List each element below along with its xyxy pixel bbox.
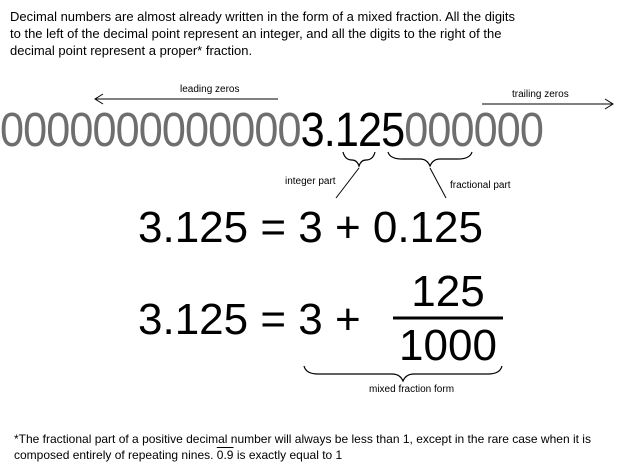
footnote bbox=[14, 431, 614, 463]
trailing-zeros-label: trailing zeros bbox=[512, 89, 569, 100]
fractional-part-label: fractional part bbox=[450, 180, 511, 191]
integer-pointer bbox=[336, 168, 359, 198]
intro-paragraph: Decimal numbers are almost already written in the form of a mixed fraction. All the digits to the left of the decimal point represent an integer, and all the digits to the right of the decimal point represent a proper* fraction. bbox=[10, 9, 516, 58]
fractional-pointer bbox=[430, 168, 446, 198]
fraction-denominator: 1000 bbox=[399, 321, 497, 370]
equation-decimal-sum: 3.125 = 3 + 0.125 bbox=[138, 203, 483, 252]
leading-zeros-label: leading zeros bbox=[180, 84, 240, 95]
decimal-digits-row bbox=[0, 106, 558, 156]
leading-zeros: 0000000000000 bbox=[0, 106, 301, 156]
repeating-nine: 0.9 bbox=[216, 448, 234, 462]
mixed-fraction-form-label: mixed fraction form bbox=[369, 384, 455, 395]
decimal-number: 3.125 bbox=[300, 106, 405, 156]
footnote-suffix: is exactly equal to 1 bbox=[233, 448, 343, 462]
footnote-text: *The fractional part of a positive decimal number will always be less than 1, except in the rare case when it is composed entirely of repeating nines. bbox=[14, 432, 591, 462]
trailing-zeros: 000000 bbox=[404, 106, 544, 156]
equation-mixed-lhs: 3.125 = 3 + bbox=[138, 295, 361, 344]
integer-part-label: integer part bbox=[285, 176, 336, 187]
fraction-numerator: 125 bbox=[411, 267, 485, 316]
